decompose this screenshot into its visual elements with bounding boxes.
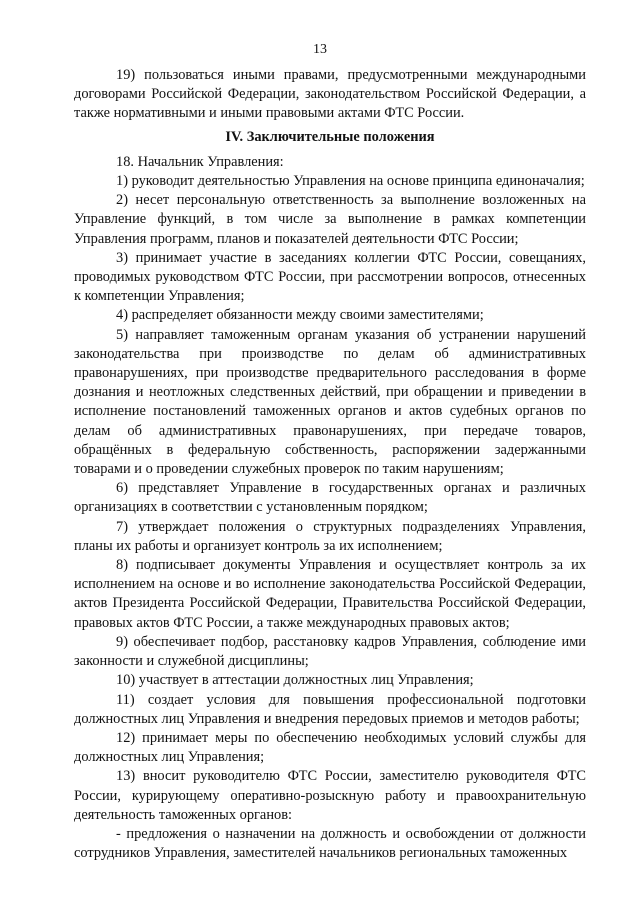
paragraph: 6) представляет Управление в государственных органах и различных организациях в соответствии с установленным порядком; — [74, 480, 586, 516]
paragraph: - предложения о назначении на должность и освобождении от должности сотрудников Управления, заместителей начальников региональных таможенных — [74, 825, 586, 862]
paragraph: 5) направляет таможенным органам указания об устранении нарушений законодательства при производстве по делам об административных правонарушениях, при производстве предварительного расследования в форме дознания и неотложных следственных действий, при обращении и приведении в исполнение постановлений таможенных органов и актов судебных органов по делам об административных правонарушениях, при передаче товаров, обращённых в федеральную собственность, распоряжении задержанными товарами и о проведении служебных проверок по таким нарушениям; — [74, 326, 586, 478]
paragraph: 9) обеспечивает подбор, расстановку кадров Управления, соблюдение ими законности и служебной дисциплины; — [74, 633, 586, 670]
paragraph: 18. Начальник Управления: — [116, 153, 284, 170]
paragraph: 13) вносит руководителю ФТС России, заместителю руководителя ФТС России, курирующему оперативно-розыскную работу и правоохранительную деятельность таможенных органов: — [74, 768, 586, 823]
paragraph: 1) руководит деятельностью Управления на основе принципа единоначалия; — [116, 173, 585, 190]
section-title: IV. Заключительные положения — [225, 128, 435, 145]
paragraph: 3) принимает участие в заседаниях коллегии ФТС России, совещаниях, проводимых руководством ФТС России, при рассмотрении вопросов, отнесенных к компетенции Управления; — [74, 249, 586, 305]
paragraph: 7) утверждает положения о структурных подразделениях Управления, планы их работы и организует контроль за их исполнением; — [74, 518, 586, 554]
document-body — [74, 66, 586, 863]
intro-paragraph: 19) пользоваться иными правами, предусмотренными международными договорами Российской Федерации, законодательством Российской Федерации, а также нормативными и иными правовыми актами ФТС России. — [74, 67, 586, 122]
paragraph: 2) несет персональную ответственность за выполнение возложенных на Управление функций, в том числе за выполнение в рамках компетенции Управления программ, планов и показателей деятельности ФТС России; — [74, 192, 586, 247]
page-number: 13 — [313, 42, 327, 57]
paragraph: 12) принимает меры по обеспечению необходимых условий службы для должностных лиц Управления; — [74, 729, 586, 766]
paragraph: 8) подписывает документы Управления и осуществляет контроль за их исполнением на основе и во исполнение законодательства Российской Федерации, актов Президента Российской Федерации, Правительства Российской Федерации, правовых актов ФТС России, а также международных правовых актов; — [74, 557, 586, 631]
paragraph: 4) распределяет обязанности между своими заместителями; — [116, 307, 484, 324]
paragraph: 10) участвует в аттестации должностных лиц Управления; — [116, 672, 474, 689]
paragraph: 11) создает условия для повышения профессиональной подготовки должностных лиц Управления и внедрения передовых приемов и методов работы; — [74, 691, 586, 727]
